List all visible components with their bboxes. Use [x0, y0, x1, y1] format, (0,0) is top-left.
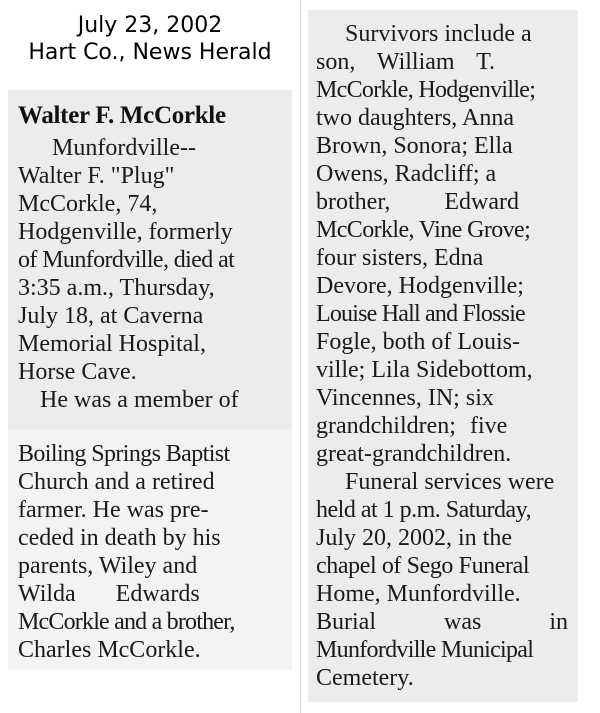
clipping-header: [0, 12, 300, 66]
obituary-line: Munfordville Municipal: [316, 637, 534, 663]
obituary-line: McCorkle, Hodgenville;: [316, 77, 536, 103]
obituary-line: four sisters, Edna: [316, 245, 484, 271]
obituary-line: Vincennes, IN; six: [316, 385, 494, 411]
obituary-line: July 20, 2002, in the: [316, 525, 512, 551]
obituary-line: Owens, Radcliff; a: [316, 161, 497, 187]
obituary-line: McCorkle, 74,: [18, 191, 158, 217]
obituary-line: Burial was in: [316, 609, 568, 635]
obituary-line: Charles McCorkle.: [18, 637, 201, 663]
obituary-line: Wilda Edwards: [18, 581, 200, 607]
obituary-line: Cemetery.: [316, 665, 414, 691]
obituary-line: held at 1 p.m. Saturday,: [316, 497, 532, 523]
column-divider: [300, 0, 301, 713]
obituary-line: Louise Hall and Flossie: [316, 301, 525, 327]
obituary-line: Memorial Hospital,: [18, 331, 206, 357]
obituary-line: Horse Cave.: [18, 359, 137, 385]
obituary-line: son, William T.: [316, 49, 496, 75]
obituary-line: 3:35 a.m., Thursday,: [18, 275, 215, 301]
obituary-line: two daughters, Anna: [316, 105, 514, 131]
publication-date: July 23, 2002: [77, 13, 223, 38]
obituary-line: [52, 134, 290, 162]
obituary-line: great-grandchildren.: [316, 441, 512, 467]
obituary-line: Walter F. "Plug": [18, 163, 175, 189]
obituary-line: Funeral services were: [345, 469, 555, 495]
obituary-line: brother, Edward: [316, 189, 519, 215]
obituary-line: McCorkle and a brother,: [18, 609, 235, 635]
publication-source: Hart Co., News Herald: [28, 40, 272, 65]
obituary-line: July 18, at Caverna: [18, 303, 204, 329]
obituary-line: Hodgenville, formerly: [18, 219, 233, 245]
obituary-line: Devore, Hodgenville;: [316, 273, 524, 299]
line-text: Munfordville--: [52, 135, 196, 161]
obituary-line: Survivors include a: [345, 21, 532, 47]
obituary-line: Boiling Springs Baptist: [18, 441, 230, 467]
obituary-line: Fogle, both of Louis-: [316, 329, 520, 355]
obituary-line: Brown, Sonora; Ella: [316, 133, 513, 159]
obituary-line: He was a member of: [40, 387, 239, 413]
obituary-line: grandchildren; five: [316, 413, 508, 439]
obituary-line: Church and a retired: [18, 469, 215, 495]
obituary-line: ceded in death by his: [18, 525, 221, 551]
obituary-line: farmer. He was pre-: [18, 497, 209, 523]
obituary-line: parents, Wiley and: [18, 553, 198, 579]
obituary-name: Walter F. McCorkle: [18, 102, 226, 129]
obituary-line: ville; Lila Sidebottom,: [316, 357, 533, 383]
obituary-line: chapel of Sego Funeral: [316, 553, 530, 579]
obituary-line: McCorkle, Vine Grove;: [316, 217, 531, 243]
obituary-line: Home, Munfordville.: [316, 581, 521, 607]
obituary-line: of Munfordville, died at: [18, 247, 235, 273]
